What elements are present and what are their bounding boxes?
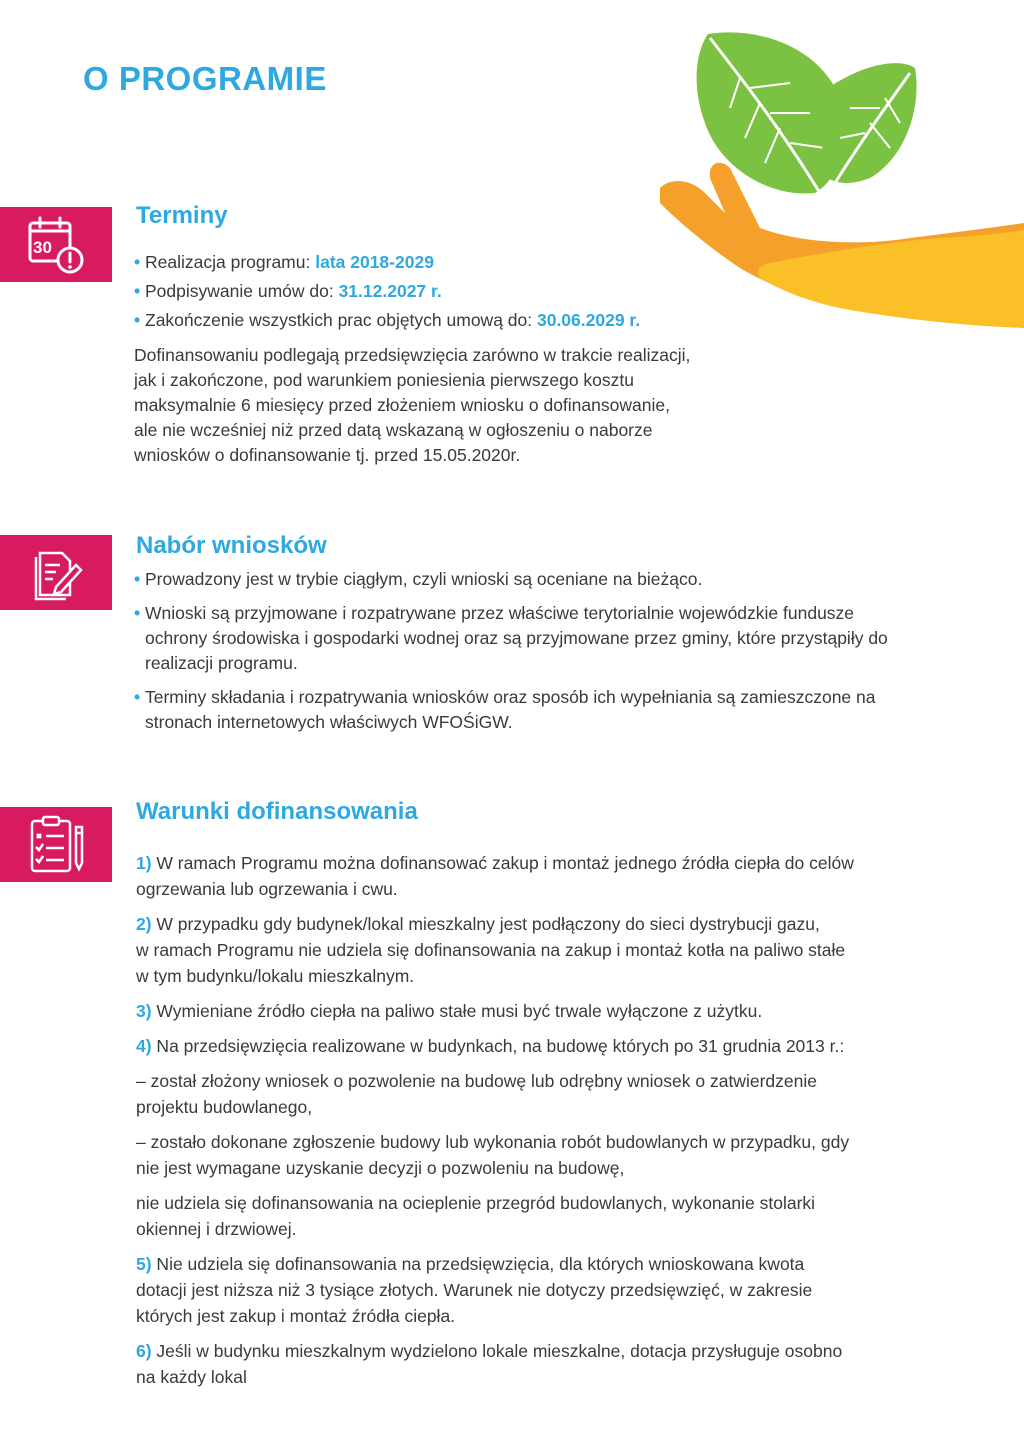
list-item: • Podpisywanie umów do: 31.12.2027 r.: [134, 277, 640, 306]
list-item: 2) W przypadku gdy budynek/lokal mieszkalny jest podłączony do sieci dystrybucji gazu, w ramach Programu nie udziela się dofinansowania na zakup i montaż kotła na paliwo stałe w tym budynku/lokalu mieszkalnym.: [136, 914, 846, 986]
terminy-title: Terminy: [136, 202, 228, 229]
terminy-bullets: [134, 248, 640, 335]
list-item: nie udziela się dofinansowania na ocieplenie przegród budowlanych, wykonanie stolarki okiennej i drzwiowej.: [136, 1193, 816, 1239]
nabor-title: Nabór wniosków: [136, 532, 327, 559]
warunki-title: Warunki dofinansowania: [136, 798, 418, 825]
nabor-icon-box: [0, 535, 112, 610]
list-item: • Wnioski są przyjmowane i rozpatrywane przez właściwe terytorialnie wojewódzkie fundusze ochrony środowiska i gospodarki wodnej oraz są przyjmowane przez gminy, które przystąpiły do realizacji programu.: [134, 601, 888, 676]
list-item: • Prowadzony jest w trybie ciągłym, czyli wnioski są oceniane na bieżąco.: [134, 567, 888, 592]
page-title: O PROGRAMIE: [83, 60, 327, 97]
checklist-icon: [24, 813, 88, 877]
list-item: 1) W ramach Programu można dofinansować zakup i montaż jednego źródła ciepła do celów ogrzewania lub ogrzewania i cwu.: [136, 853, 854, 899]
list-item: 5) Nie udziela się dofinansowania na przedsięwzięcia, dla których wnioskowana kwota dotacji jest niższa niż 3 tysiące złotych. Warunek nie dotyczy przedsięwzięć, w zakresie których jest zakup i montaż źródła ciepła.: [136, 1254, 813, 1326]
document-edit-icon: [26, 543, 86, 603]
list-item: – został złożony wniosek o pozwolenie na budowę lub odrębny wniosek o zatwierdzenie projektu budowlanego,: [136, 1071, 817, 1117]
warunki-list: [136, 850, 854, 1390]
calendar-icon: [24, 213, 88, 277]
hand-leaves-illustration: [650, 28, 1024, 328]
list-item: 6) Jeśli w budynku mieszkalnym wydzielono lokale mieszkalne, dotacja przysługuje osobno na każdy lokal: [136, 1341, 843, 1387]
leaf-small: [821, 63, 916, 183]
nabor-bullets: [134, 567, 888, 735]
list-item: 4) Na przedsięwzięcia realizowane w budynkach, na budowę których po 31 grudnia 2013 r.:: [136, 1036, 845, 1056]
terminy-icon-box: [0, 207, 112, 282]
calendar-day: 30: [33, 237, 52, 257]
list-item: • Zakończenie wszystkich prac objętych umową do: 30.06.2029 r.: [134, 306, 640, 335]
list-item: – zostało dokonane zgłoszenie budowy lub wykonania robót budowlanych w przypadku, gdy nie jest wymagane uzyskanie decyzji o pozwoleniu na budowę,: [136, 1132, 850, 1178]
terminy-paragraph: Dofinansowaniu podlegają przedsięwzięcia zarówno w trakcie realizacji, jak i zakończone, pod warunkiem poniesienia pierwszego kosztu maksymalnie 6 miesięcy przed złożeniem wniosku o dofinansowanie, ale nie wcześniej niż przed datą wskazaną w ogłoszeniu o naborze wniosków o dofinansowanie tj. przed 15.05.2020r.: [134, 345, 691, 465]
list-item: 3) Wymieniane źródło ciepła na paliwo stałe musi być trwale wyłączone z użytku.: [136, 1001, 763, 1021]
list-item: • Realizacja programu: lata 2018-2029: [134, 248, 640, 277]
warunki-icon-box: [0, 807, 112, 882]
list-item: • Terminy składania i rozpatrywania wniosków oraz sposób ich wypełniania są zamieszczone na stronach internetowych właściwych WFOŚiGW.: [134, 685, 888, 735]
